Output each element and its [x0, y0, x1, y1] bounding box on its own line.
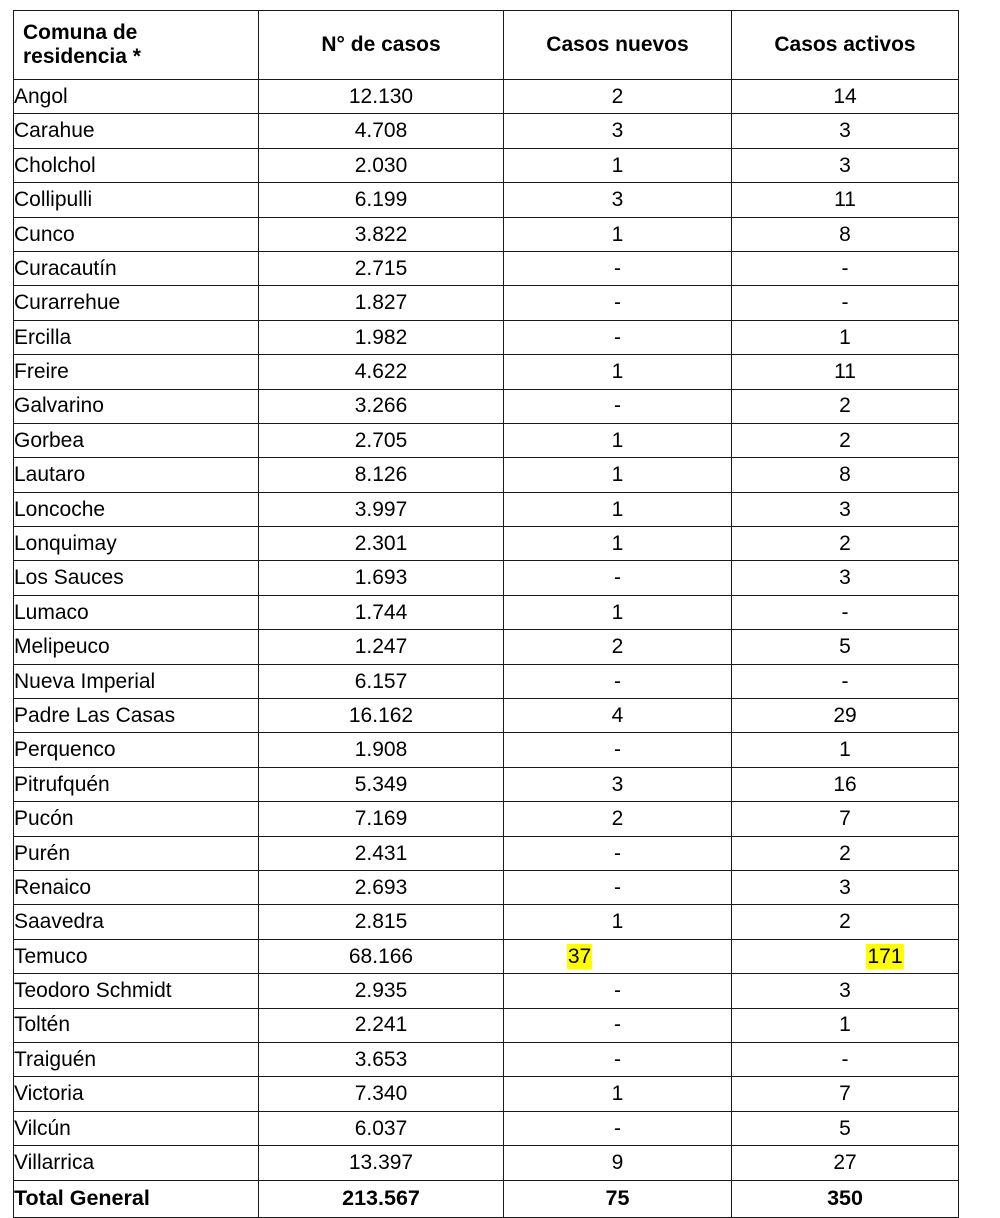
- table-row: [14, 183, 959, 217]
- table-row: [14, 1042, 959, 1076]
- cell-casos-activos: 2: [732, 905, 959, 939]
- cell-casos-activos: 3: [732, 870, 959, 904]
- cell-numero-de-casos: 1.744: [259, 595, 504, 629]
- cell-casos-nuevos: 1: [504, 355, 732, 389]
- cell-comuna: Nueva Imperial: [14, 664, 259, 698]
- cell-numero-de-casos: 1.247: [259, 630, 504, 664]
- cell-comuna: Renaico: [14, 870, 259, 904]
- cell-casos-nuevos: -: [504, 664, 732, 698]
- total-casos-activos: 350: [732, 1180, 959, 1217]
- cell-casos-activos: -: [732, 1042, 959, 1076]
- cell-casos-activos: 3: [732, 148, 959, 182]
- cell-numero-de-casos: 2.301: [259, 527, 504, 561]
- cell-numero-de-casos: 8.126: [259, 458, 504, 492]
- cell-numero-de-casos: 2.030: [259, 148, 504, 182]
- cell-casos-nuevos: 1: [504, 217, 732, 251]
- header-row: [14, 11, 959, 80]
- cell-casos-activos: 2: [732, 389, 959, 423]
- cell-numero-de-casos: 3.822: [259, 217, 504, 251]
- cell-casos-activos: 11: [732, 183, 959, 217]
- cell-casos-activos: 29: [732, 699, 959, 733]
- cell-comuna: Purén: [14, 836, 259, 870]
- cell-numero-de-casos: 7.340: [259, 1077, 504, 1111]
- cell-comuna: Villarrica: [14, 1146, 259, 1180]
- cell-comuna: Saavedra: [14, 905, 259, 939]
- highlighted-value: 171: [867, 944, 903, 968]
- cell-casos-activos: 2: [732, 527, 959, 561]
- cell-numero-de-casos: 3.997: [259, 492, 504, 526]
- cell-numero-de-casos: 2.431: [259, 836, 504, 870]
- cell-casos-nuevos: 1: [504, 905, 732, 939]
- cell-casos-activos: 14: [732, 80, 959, 114]
- cell-numero-de-casos: 3.266: [259, 389, 504, 423]
- table-row: [14, 1146, 959, 1180]
- total-numero-de-casos: 213.567: [259, 1180, 504, 1217]
- cell-comuna: Loncoche: [14, 492, 259, 526]
- table-row: [14, 699, 959, 733]
- cell-numero-de-casos: 1.982: [259, 320, 504, 354]
- table-row: [14, 80, 959, 114]
- cell-casos-nuevos: 2: [504, 630, 732, 664]
- cell-comuna: Pucón: [14, 802, 259, 836]
- cell-numero-de-casos: 68.166: [259, 939, 504, 973]
- table-row: [14, 320, 959, 354]
- cell-casos-nuevos: 1: [504, 148, 732, 182]
- cell-numero-de-casos: 1.827: [259, 286, 504, 320]
- cell-comuna: Melipeuco: [14, 630, 259, 664]
- cell-casos-activos: -: [732, 286, 959, 320]
- table-row: [14, 939, 959, 973]
- cell-casos-nuevos: -: [504, 251, 732, 285]
- cell-casos-activos: 3: [732, 974, 959, 1008]
- cell-casos-activos: 1: [732, 733, 959, 767]
- column-header-casos-activos: Casos activos: [732, 11, 959, 80]
- table-row: [14, 355, 959, 389]
- cell-comuna: Ercilla: [14, 320, 259, 354]
- column-header-numero-de-casos: N° de casos: [259, 11, 504, 80]
- cases-by-comuna-table: [13, 10, 959, 1218]
- cell-comuna: Carahue: [14, 114, 259, 148]
- cell-numero-de-casos: 3.653: [259, 1042, 504, 1076]
- cell-comuna: Los Sauces: [14, 561, 259, 595]
- cell-casos-nuevos: -: [504, 836, 732, 870]
- table-row: [14, 802, 959, 836]
- cell-casos-nuevos: 2: [504, 802, 732, 836]
- cell-casos-nuevos: 3: [504, 114, 732, 148]
- total-label: Total General: [14, 1180, 259, 1217]
- column-header-comuna-line1: Comuna de: [23, 21, 138, 45]
- cases-table-container: [13, 10, 958, 1218]
- cell-comuna: Galvarino: [14, 389, 259, 423]
- cell-casos-activos: 5: [732, 1111, 959, 1145]
- table-row: [14, 1111, 959, 1145]
- cell-numero-de-casos: 12.130: [259, 80, 504, 114]
- cell-casos-nuevos: 4: [504, 699, 732, 733]
- table-row: [14, 1077, 959, 1111]
- cell-numero-de-casos: 7.169: [259, 802, 504, 836]
- cell-comuna: Temuco: [14, 939, 259, 973]
- table-row: [14, 767, 959, 801]
- cell-casos-activos: 2: [732, 423, 959, 457]
- cell-casos-activos: 1: [732, 320, 959, 354]
- cell-numero-de-casos: 2.815: [259, 905, 504, 939]
- cell-numero-de-casos: 16.162: [259, 699, 504, 733]
- cell-casos-nuevos: -: [504, 389, 732, 423]
- cell-casos-nuevos: 2: [504, 80, 732, 114]
- cell-casos-activos: 7: [732, 1077, 959, 1111]
- table-row: [14, 389, 959, 423]
- cell-numero-de-casos: 2.715: [259, 251, 504, 285]
- cell-casos-nuevos: 1: [504, 423, 732, 457]
- cell-comuna: Perquenco: [14, 733, 259, 767]
- cell-casos-activos: 3: [732, 561, 959, 595]
- cell-casos-nuevos: [504, 939, 732, 973]
- cell-numero-de-casos: 2.935: [259, 974, 504, 1008]
- table-row: [14, 1008, 959, 1042]
- cell-casos-nuevos: 9: [504, 1146, 732, 1180]
- cell-casos-activos: 7: [732, 802, 959, 836]
- cell-comuna: Toltén: [14, 1008, 259, 1042]
- cell-comuna: Gorbea: [14, 423, 259, 457]
- cell-casos-nuevos: 1: [504, 527, 732, 561]
- cell-casos-nuevos: 3: [504, 183, 732, 217]
- cell-comuna: Lautaro: [14, 458, 259, 492]
- cell-numero-de-casos: 4.708: [259, 114, 504, 148]
- table-row: [14, 630, 959, 664]
- table-row: [14, 595, 959, 629]
- cell-casos-activos: 2: [732, 836, 959, 870]
- cell-casos-nuevos: 1: [504, 458, 732, 492]
- cell-comuna: Curacautín: [14, 251, 259, 285]
- cell-casos-activos: 27: [732, 1146, 959, 1180]
- cell-casos-activos: -: [732, 595, 959, 629]
- table-row: [14, 148, 959, 182]
- cell-comuna: Cholchol: [14, 148, 259, 182]
- table-row: [14, 664, 959, 698]
- table-row: [14, 492, 959, 526]
- cell-casos-activos: 3: [732, 492, 959, 526]
- column-header-casos-nuevos: Casos nuevos: [504, 11, 732, 80]
- table-row: [14, 870, 959, 904]
- cell-casos-nuevos: -: [504, 1008, 732, 1042]
- cell-casos-activos: 5: [732, 630, 959, 664]
- cell-casos-nuevos: -: [504, 974, 732, 1008]
- cell-casos-nuevos: -: [504, 561, 732, 595]
- cell-casos-activos: 11: [732, 355, 959, 389]
- total-casos-nuevos: 75: [504, 1180, 732, 1217]
- total-row: [14, 1180, 959, 1217]
- cell-numero-de-casos: 5.349: [259, 767, 504, 801]
- highlighted-value: 37: [567, 944, 592, 968]
- table-row: [14, 458, 959, 492]
- cell-numero-de-casos: 2.693: [259, 870, 504, 904]
- cell-casos-activos: 16: [732, 767, 959, 801]
- table-header: [14, 11, 959, 80]
- cell-comuna: Cunco: [14, 217, 259, 251]
- cell-comuna: Lonquimay: [14, 527, 259, 561]
- table-body: [14, 80, 959, 1218]
- cell-casos-activos: [732, 939, 959, 973]
- cell-casos-nuevos: -: [504, 733, 732, 767]
- cell-casos-nuevos: -: [504, 1111, 732, 1145]
- column-header-comuna: [14, 11, 259, 80]
- cell-comuna: Collipulli: [14, 183, 259, 217]
- cell-numero-de-casos: 13.397: [259, 1146, 504, 1180]
- cell-comuna: Freire: [14, 355, 259, 389]
- table-row: [14, 217, 959, 251]
- table-row: [14, 974, 959, 1008]
- cell-numero-de-casos: 6.157: [259, 664, 504, 698]
- cell-comuna: Victoria: [14, 1077, 259, 1111]
- cell-comuna: Padre Las Casas: [14, 699, 259, 733]
- cell-casos-activos: -: [732, 664, 959, 698]
- table-row: [14, 251, 959, 285]
- cell-comuna: Curarrehue: [14, 286, 259, 320]
- table-row: [14, 733, 959, 767]
- cell-numero-de-casos: 2.241: [259, 1008, 504, 1042]
- cell-casos-nuevos: -: [504, 1042, 732, 1076]
- column-header-comuna-line2: residencia *: [23, 45, 141, 68]
- cell-casos-activos: -: [732, 251, 959, 285]
- cell-numero-de-casos: 2.705: [259, 423, 504, 457]
- cell-numero-de-casos: 1.693: [259, 561, 504, 595]
- cell-casos-nuevos: 3: [504, 767, 732, 801]
- cell-casos-activos: 8: [732, 458, 959, 492]
- cell-numero-de-casos: 4.622: [259, 355, 504, 389]
- cell-casos-activos: 1: [732, 1008, 959, 1042]
- table-row: [14, 905, 959, 939]
- cell-comuna: Angol: [14, 80, 259, 114]
- table-row: [14, 423, 959, 457]
- cell-casos-nuevos: -: [504, 286, 732, 320]
- cell-comuna: Traiguén: [14, 1042, 259, 1076]
- cell-comuna: Teodoro Schmidt: [14, 974, 259, 1008]
- cell-casos-nuevos: 1: [504, 1077, 732, 1111]
- cell-casos-nuevos: 1: [504, 595, 732, 629]
- cell-comuna: Lumaco: [14, 595, 259, 629]
- cell-casos-activos: 3: [732, 114, 959, 148]
- cell-numero-de-casos: 6.199: [259, 183, 504, 217]
- table-row: [14, 286, 959, 320]
- table-row: [14, 561, 959, 595]
- cell-comuna: Pitrufquén: [14, 767, 259, 801]
- table-row: [14, 836, 959, 870]
- cell-casos-nuevos: -: [504, 320, 732, 354]
- cell-casos-activos: 8: [732, 217, 959, 251]
- cell-numero-de-casos: 1.908: [259, 733, 504, 767]
- cell-numero-de-casos: 6.037: [259, 1111, 504, 1145]
- cell-comuna: Vilcún: [14, 1111, 259, 1145]
- table-row: [14, 114, 959, 148]
- cell-casos-nuevos: 1: [504, 492, 732, 526]
- table-row: [14, 527, 959, 561]
- cell-casos-nuevos: -: [504, 870, 732, 904]
